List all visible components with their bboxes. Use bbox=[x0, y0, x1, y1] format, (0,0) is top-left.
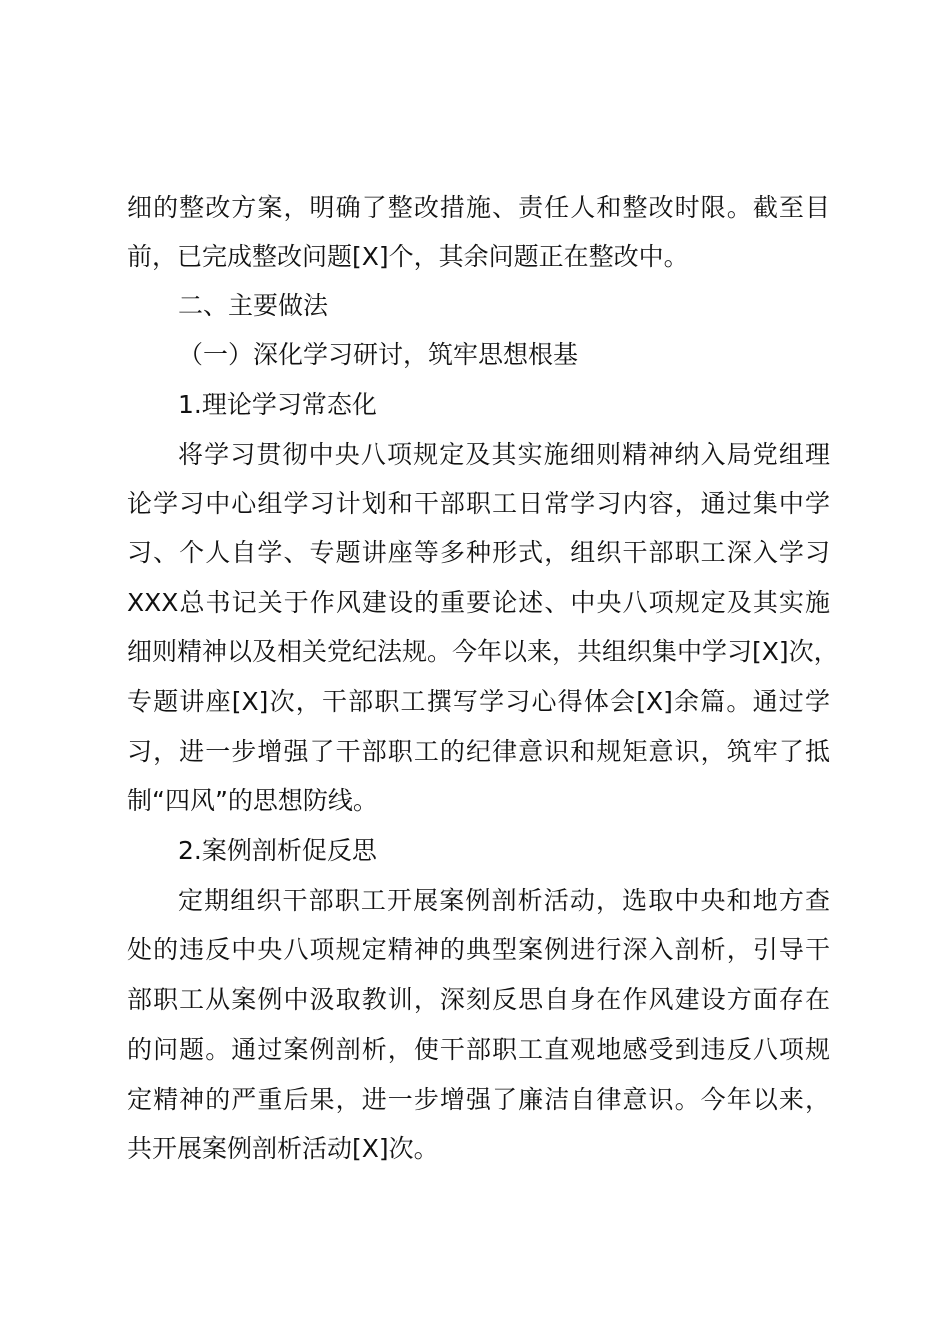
text-line: 将学习贯彻中央八项规定及其实施细则精神纳入局党组理 bbox=[178, 440, 830, 469]
text-line: 习，进一步增强了干部职工的纪律意识和规矩意识，筑牢了抵 bbox=[127, 737, 830, 766]
text-line: 部职工从案例中汲取教训，深刻反思自身在作风建设方面存在 bbox=[127, 985, 830, 1014]
text-line: 处的违反中央八项规定精神的典型案例进行深入剖析，引导干 bbox=[127, 935, 830, 964]
text-line: 定精神的严重后果，进一步增强了廉洁自律意识。今年以来， bbox=[127, 1085, 830, 1114]
text-line: 专题讲座[X]次，干部职工撰写学习心得体会[X]余篇。通过学 bbox=[127, 687, 830, 716]
text-line: 细的整改方案，明确了整改措施、责任人和整改时限。截至目 bbox=[127, 193, 830, 222]
text-line: 1.理论学习常态化 bbox=[178, 390, 377, 419]
text-line: 的问题。通过案例剖析，使干部职工直观地感受到违反八项规 bbox=[127, 1035, 830, 1064]
text-line: 细则精神以及相关党纪法规。今年以来，共组织集中学习[X]次， bbox=[127, 637, 839, 666]
text-line: 习、个人自学、专题讲座等多种形式，组织干部职工深入学习 bbox=[127, 538, 830, 567]
text-line: 二、主要做法 bbox=[178, 291, 329, 320]
text-line: 共开展案例剖析活动[X]次。 bbox=[127, 1134, 439, 1163]
text-line: 定期组织干部职工开展案例剖析活动，选取中央和地方查 bbox=[178, 886, 830, 915]
text-line: 2.案例剖析促反思 bbox=[178, 836, 377, 865]
text-line: XXX总书记关于作风建设的重要论述、中央八项规定及其实施 bbox=[127, 588, 830, 617]
text-line: 前，已完成整改问题[X]个，其余问题正在整改中。 bbox=[127, 242, 689, 271]
text-line: （一）深化学习研讨，筑牢思想根基 bbox=[178, 340, 579, 369]
text-line: 制“四风”的思想防线。 bbox=[127, 786, 378, 815]
text-line: 论学习中心组学习计划和干部职工日常学习内容，通过集中学 bbox=[127, 489, 830, 518]
